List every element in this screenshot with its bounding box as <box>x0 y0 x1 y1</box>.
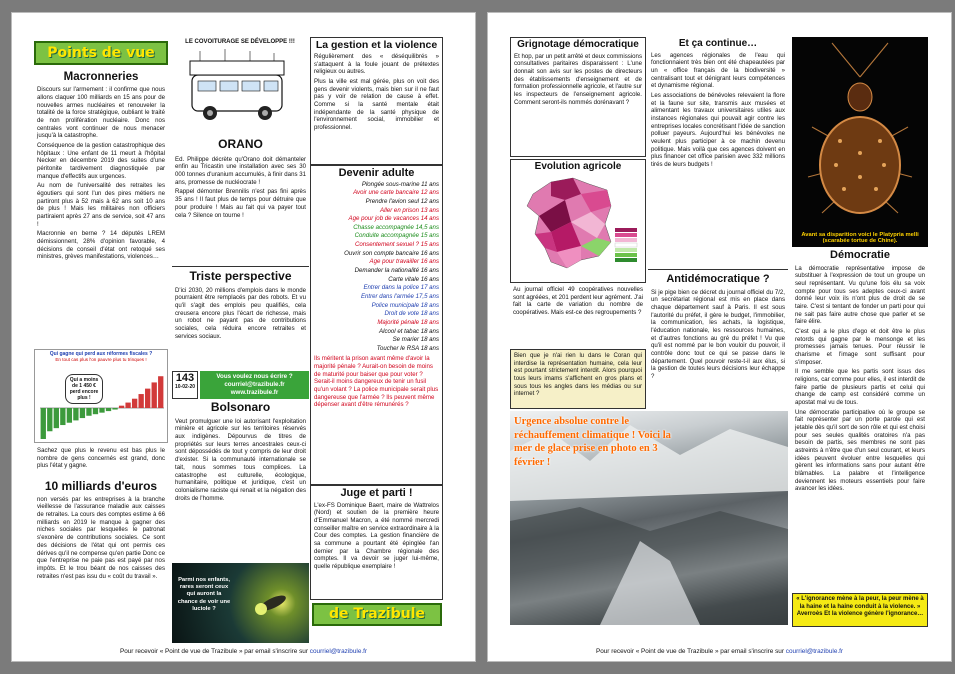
gestion-p1: Régulièrement des « déséquilibrés » s'attaquent à la foule jouant de prétextes religieux ou autres. <box>314 53 439 76</box>
adulte-line: Chasse accompagnée 14,5 ans <box>353 223 439 231</box>
left-footer-email[interactable]: courriel@trazibule.fr <box>309 648 368 655</box>
gestion-p2: Plus la ville est mal gérée, plus on voit des gens devenir violents, mais bien sur il ne faut pas y voir de relation de cause à effet. Comme si la santé mentale était indépendante de la santé physique de l'environnement social, immobilier et professionnel. <box>314 78 439 132</box>
adulte-line: Prendre l'avion seul 12 ans <box>365 197 439 205</box>
bolsonaro-title: Bolsonaro <box>210 400 271 414</box>
orano-title: ORANO <box>218 137 263 151</box>
after-chart-text: Sachez que plus le revenu est bas plus le nombre de gens concernés est grand, donc plus l'état y gagne. <box>37 447 165 470</box>
agri-map <box>510 159 646 283</box>
triste-article <box>172 266 309 372</box>
adulte-line: Majorité pénale 18 ans <box>377 318 439 326</box>
adulte-line: Droit de vote 18 ans <box>384 310 439 318</box>
contact-box: Vous voulez nous écrire ? courriel@trazibule.fr www.trazibule.fr <box>200 371 309 399</box>
chart-bar <box>112 408 117 410</box>
democratie-p1: La démocratie représentative impose de substituer à l'expression de tout un groupe un seul représentant. Vu qu'une fois élu sa voix compte pour tous ses adeptes ceux-ci avant donné leur voix ils n'ont plus de droit de se taire. C'est si tentant de fonder un parti pour qui ne sait pas faire autre chose que parler et se faire élire. <box>795 264 925 326</box>
left-footer: Pour recevoir « Point de vue de Trazibule » par email s'inscrire sur courriel@trazibule.fr <box>119 648 368 655</box>
macronneries-title: Macronneries <box>63 71 139 83</box>
chart-bar <box>119 406 124 408</box>
chart-bar <box>73 408 78 420</box>
map-title: Evolution agricole <box>534 161 622 172</box>
triste-p1: D'ici 2030, 20 millions d'emplois dans le monde pourraient être remplacés par des robots. Et vu qu'il s'agit des emplois peu qualifiés, cela creusera encore plus l'écart de richesse, mais un robot ne payant pas de contributions sociales, cela réduira encore retraites et services sociaux. <box>175 286 306 340</box>
gestion-article <box>310 37 443 165</box>
antidemo-title: Antidémocratique ? <box>666 273 770 285</box>
glacier-caption: Urgence absolue contre le réchauffement climatique ! Voici la mer de glace prise en photo en 3 février ! <box>514 416 671 468</box>
chart-bar <box>138 394 143 408</box>
glacier-photo <box>510 411 788 625</box>
chart-subtitle: En tout cas plus l'on pauvre plus tu trinques ! <box>55 357 147 362</box>
adulte-conclusion: Ils méritent la prison avant même d'avoir la majorité pénale ? Aurait-on besoin de moins de maturité pour baiser que pour voter ? Serait-il moins dangereux de tenir un fusil qu'un volant ? La police municipale serait plus dangereuse que l'armée ? Ils peuvent même dépenser avant d'être rémunérés ? <box>314 355 439 409</box>
adulte-line: Demander la nationalité 16 ans <box>354 267 439 275</box>
macronneries-p3: Au nom de l'universalité des retraites les égoutiers qui sont l'un des pires métiers ne partiront plus à 52 mais à 62 ans soit 10 ans de plus ! Mais les militaires non officiers partiraient après 27 ans de service, soit 47 ans ! <box>37 182 165 228</box>
adulte-line: Entrer dans la police 17 ans <box>363 284 439 292</box>
antidemo-p1: Si je pige bien ce décret du journal officiel du 7/2, un secrétariat régional est mis en place dans chaque département sauf à Paris. Il est sous l'autorité du préfet, il gère le budget, l'immobilier, la communication, les achats, la logistique, l'éducation nationale, les ressources humaines, et d'autres fonctions au gré du préfet ! Vu que qu'il est nommé par le bon vouloir du pouvoir, il contrôle donc tout ce qui se passe dans le département. Quel pouvoir reste-t-il aux élus, si la gestion de toutes leurs décisions leur échappe ? <box>651 288 785 381</box>
grignotage-title: Grignotage démocratique <box>517 39 639 50</box>
chart-bar <box>152 382 157 408</box>
milliards-title: 10 milliards d'euros <box>44 479 158 493</box>
adulte-line: Toucher le RSA 18 ans <box>376 344 439 352</box>
beetle-caption: Avant sa disparition voici le Platypria melli (scarabée tortue de Chine). <box>801 232 919 244</box>
adulte-list <box>314 181 439 354</box>
macronneries-p4: Macronnie en berne ? 14 députés LREM démissionnent, 28% d'opinion favorable, 4 décisions de conseil d'état ont retoqué ses ministres, grèves manifestations, violences… <box>37 230 165 261</box>
france-map-drawing <box>511 172 645 280</box>
macronneries-p1: Discours sur l'armement : il confirme que nous allons claquer 100 milliards en 15 ans pour de nouvelles armes nucléaires et renouveler la totalité de la force stratégique, oubliant le traité de non prolifération nucléaire. Donc nos centrales vont continuer de nous menacer jusqu'à la catastrophe. <box>37 86 165 140</box>
chart-bar <box>106 408 111 411</box>
democratie-title: Démocratie <box>830 249 890 261</box>
adulte-line: Aller en prison 13 ans <box>380 206 439 214</box>
coran-note: Bien que je n'ai rien lu dans le Coran qui interdise la représentation humaine, cela leur est pourtant strictement interdit. Alors pourquoi tous leurs imams s'affichent en gros plans et sous tous les angles dans les médias ou sur internet ? <box>510 349 646 409</box>
continue-article <box>648 37 788 269</box>
orano-p2: Rappel démonter Brennilis n'est pas fini après 35 ans ! Il faut plus de temps pour détruire que pour produire ! Mais au fait qui va payer tout cela ? Silence on tourne ! <box>175 188 306 219</box>
adulte-article <box>310 165 443 485</box>
democratie-article <box>792 247 928 592</box>
adulte-line: Se marier 18 ans <box>392 336 439 344</box>
chart-bar <box>41 408 46 439</box>
adulte-line: Consentement sexuel ? 15 ans <box>354 241 439 249</box>
chart-title: Qui gagne qui perd aux réformes fiscales ? <box>49 351 153 357</box>
juge-article <box>310 485 443 600</box>
chart-bar <box>132 399 137 408</box>
chart-bar <box>86 408 91 416</box>
chart-bar <box>125 403 130 408</box>
milliards-article <box>34 479 168 641</box>
adulte-line: Alcool et tabac 18 ans <box>379 327 439 335</box>
orano-article <box>172 137 309 267</box>
grignotage-p1: Et hop, par un petit arrêté et deux commissions consultatives paritaires disparaissent : L'une donnait son avis sur les postes de directeurs des établissements d'enseignement et de formation professionnelle agricole, et l'autre sur les inspecteurs de l'enseignement agricole. Comment seront-ils nommés dorénavant ? <box>514 52 642 106</box>
contact-website[interactable]: www.trazibule.fr <box>230 389 279 397</box>
milliards-p1: non versés par les entreprises à la branche vieillesse de l'assurance maladie aux caisses de retraites. La cours des comptes estime à 66 milliards en 2019 le manque à gagner des niches sociales par lesquelles le patronat s'exonère de contributions sociales. Ce sont des décisions de l'état qui ont permis ces dérives qu'il ne compense qu'en partie Donc ce que l'entreprise ne paie pas est payé par nos impôts. Et le trou béant de nos caisses des retraites n'est pas issu du « coût du travail ». <box>37 495 165 580</box>
chart-bubble: Qui a moins de 1 450 € perd encore plus ! <box>65 374 103 404</box>
issue-number: 143 10-02-20 <box>172 371 198 399</box>
points-de-vue-banner: Points de vue <box>34 41 168 65</box>
adulte-line: Avoir une carte bancaire 12 ans <box>353 189 439 197</box>
juge-title: Juge et parti ! <box>340 487 413 499</box>
adulte-line: Age pour travailler 16 ans <box>369 258 439 266</box>
grignotage-article <box>510 37 646 157</box>
adulte-line: Carte vitale 16 ans <box>388 275 439 283</box>
triste-title: Triste perspective <box>189 269 292 283</box>
covoiturage-cartoon <box>170 37 310 133</box>
continue-p1: Les agences régionales de l'eau qui fonctionnaient très bien ont été chapeautées par un « office français de la biodiversité » centralisant tout et dénigrant leurs compétences et dynamisme régional. <box>651 51 785 90</box>
democratie-p2: C'est qui a le plus d'ego et doit être le plus retords qui gagne par le mensonge et les promesses jamais tenues. Pour réussir le charisme et l'image sont suffisant pour s'imposer. <box>795 328 925 366</box>
antidemo-article <box>648 269 788 411</box>
left-page <box>11 12 476 662</box>
adulte-title: Devenir adulte <box>338 167 415 179</box>
beetle-image <box>792 37 928 247</box>
chart-bar <box>67 408 72 423</box>
adulte-line: Police municipale 18 ans <box>371 301 439 309</box>
trazibule-banner: de Trazibule <box>312 603 442 626</box>
gestion-title: La gestion et la violence <box>315 39 438 51</box>
van-drawing <box>170 45 310 131</box>
chart-bar <box>93 408 98 414</box>
firefly-icon <box>243 583 303 623</box>
map-caption: Au journal officiel 49 coopératives nouvelles sont agréées, et 201 perdent leur agrément. J'ai fait la carte de variation du nombre de coopératives. Mais est-ce des regroupements ? <box>513 286 643 317</box>
chart-bar <box>99 408 104 413</box>
continue-p2: Les associations de bénévoles relevaient la flore et la faune sur site, transmis aux musées et alimentant les travaux universitaires utiles aux instances régionales qui pouvait agir contre les entreprises locales concrétisant l'idée de sanction polluer payeurs. Aujourd'hui les bénévoles ne veulent plus participer à ce machin devenu politique. Mais voilà que ces agences doivent en plus financer cet office parisien avec 332 millions tirés de leurs budgets ! <box>651 91 785 168</box>
bolsonaro-article <box>172 400 309 560</box>
chart-bar <box>158 376 163 408</box>
beetle-drawing <box>792 37 928 223</box>
chart-bar <box>145 389 150 408</box>
adulte-line: Plongée sous-marine 11 ans <box>361 180 439 188</box>
chart-bar <box>80 408 85 418</box>
democratie-p4: Une démocratie participative où le groupe se fait représenter par un porte parole qui est jetable dès qu'il sort de son rôle et qui est choisi pour ses seules qualités oratoires n'a pas besoin de partis, ses membres ne sont pas astreints à n'être que d'un seul courant, et leurs idées peuvent évoluer entre lesquelles qui gèrent les informations sans pour autant être blâmables. La palabre et l'intelligence deviennent les moteurs essentiels pour faire avancer les idées. <box>795 408 925 493</box>
right-page <box>487 12 952 662</box>
firefly-caption: Parmi nos enfants, rares seront ceux qui auront la chance de voir une luciole ? <box>177 577 231 612</box>
macronneries-article <box>34 67 168 350</box>
adulte-line: Ouvrir son compte bancaire 16 ans <box>344 249 439 257</box>
chart-bar <box>54 408 59 428</box>
adulte-line: Conduite accompagnée 15 ans <box>354 232 439 240</box>
contact-email[interactable]: courriel@trazibule.fr <box>224 381 285 389</box>
chart-bar <box>47 408 52 431</box>
adulte-line: Entrer dans l'armée 17,5 ans <box>360 292 439 300</box>
firefly-image <box>172 563 309 643</box>
right-footer: Pour recevoir « Point de vue de Trazibule » par email s'inscrire sur courriel@trazibule.fr <box>595 648 844 655</box>
tax-reform-chart <box>34 349 168 443</box>
democratie-p3: Il me semble que les partis sont issus des religions, car comme pour elles, il est interdit de faire partie de plusieurs partis et celui qui change de camp est considéré comme un apostat mal vu de tous. <box>795 368 925 407</box>
juge-p1: L'ex-FS Dominique Baert, maire de Wattrelos (Nord) et soutien de la première heure d'Emmanuel Macron, a été nommé mercredi conseiller maître en service extraordinaire à la Cour des comptes. La gestion financière de sa commune a pourtant été épinglée l'an dernier par la Chambre régionale des comptes. Il va devoir se juger lui-même, quelle république exemplaire ! <box>314 501 439 571</box>
orano-p1: Ed. Philippe décrète qu'Orano doit démanteler enfin au Tricastin une installation avec ses 30 000 tonnes d'uranium accumulés, à finir dans 31 ans, promesse de nucléocrate ! <box>175 155 306 186</box>
continue-title: Et ça continue… <box>678 38 758 49</box>
averroes-quote: « L'ignorance mène à la peur, la peur mène à la haine et la haine conduit à la violence. » Averroès Et la violence génère l'ignorance… <box>792 593 928 627</box>
right-footer-email[interactable]: courriel@trazibule.fr <box>785 648 844 655</box>
chart-bar <box>60 408 65 425</box>
bolsonaro-p1: Veut promulguer une loi autorisant l'exploitation minière et agricole sur les territoires réservés aux indigènes. Dépourvus de titres de propriétés sur leurs terres ancestrales ceux-ci sont dépossédés de tout y compris de leur droit d'exister. Si la communauté internationale se tait, nous sommes tous complices. La catastrophe est culturelle, écologique, humanitaire, politique et juridique, c'est un colonialisme raciste qui renait et la négation des droits de l'homme. <box>175 417 306 502</box>
adulte-line: Age pour job de vacances 14 ans <box>348 215 439 223</box>
covoiturage-title: LE COVOITURAGE SE DÉVELOPPE !!! <box>185 39 295 45</box>
macronneries-p2: Conséquence de la gestion catastrophique des hôpitaux : Une enfant de 11 meurt à l'hôpital Necker en décembre 2019 des suites d'une péritonite tardivement diagnostiquée par manque d'effectifs aux urgences. <box>37 141 165 180</box>
